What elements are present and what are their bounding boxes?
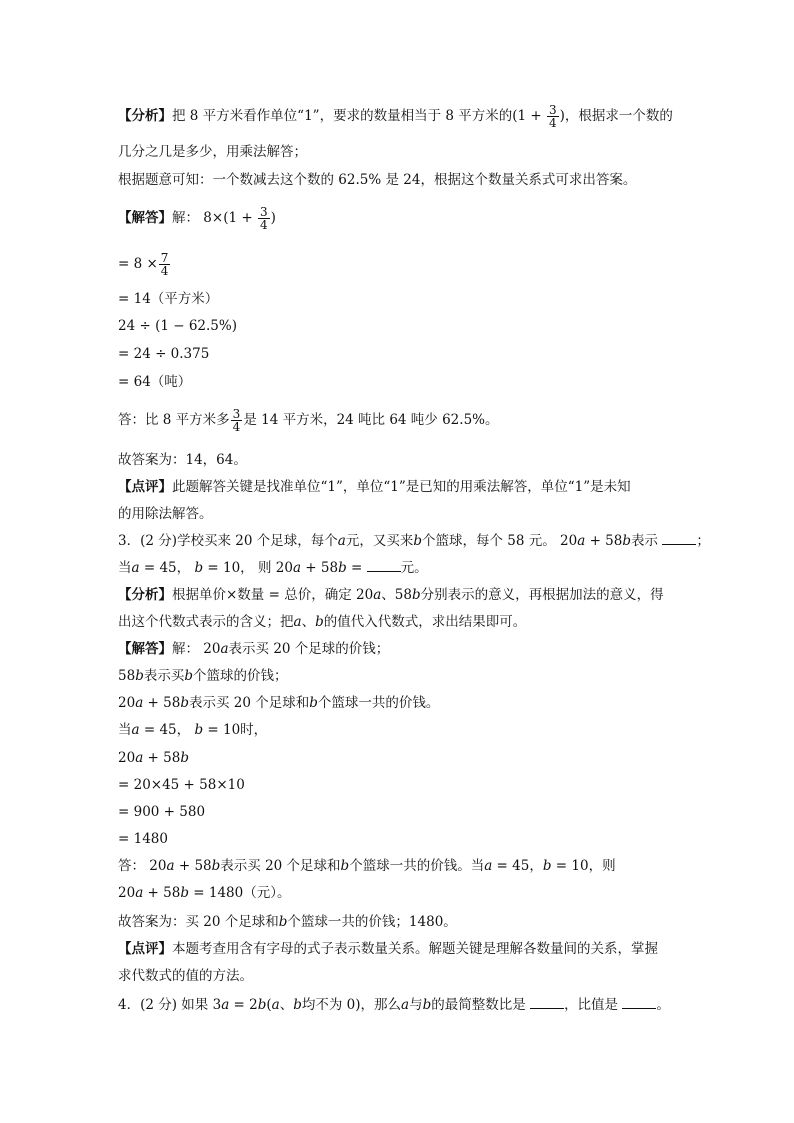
analysis-q3-line-2: 出这个代数式表示的含义；把a、b的值代入代数式，求出结果即可。: [118, 614, 527, 630]
analysis-line-1: 【分析】把 8 平方米看作单位“1”，要求的数量相当于 8 平方米的(1 + $\frac{3}{4}$ )，根据求一个数的: [118, 103, 673, 130]
answer-q3-line-2: 20a + 58b = 1480（元）。: [118, 885, 291, 901]
question-3-line-2: 当a = 45， b = 10， 则 20a + 58b = 元。: [118, 560, 428, 576]
solution-tag: 【解答】: [118, 641, 172, 657]
analysis-tag: 【分析】: [118, 108, 172, 124]
answer-blank[interactable]: [530, 996, 564, 1009]
comment-q3-line-2: 求代数式的值的方法。: [118, 968, 253, 984]
question-4-line: 4．(2 分) 如果 3a = 2b(a、b均不为 0)，那么a与b的最简整数比是 ，比值是 。: [118, 997, 670, 1013]
comment-line-2: 的用除法解答。: [118, 506, 213, 522]
final-answer-line: 故答案为：14，64。: [118, 452, 247, 468]
answer-line: 答：比 8 平方米多 $\frac{3}{4}$ 是 14 平方米，24 吨比 64 吨少 62.5%。: [118, 407, 499, 434]
solution-line-6: = 64（吨）: [118, 374, 192, 390]
solution-q3-line-2: 58b表示买b个篮球的价钱；: [118, 668, 288, 684]
comment-tag: 【点评】: [118, 479, 172, 495]
final-answer-q3-line: 故答案为：买 20 个足球和b个篮球一共的价钱；1480。: [118, 914, 457, 930]
solution-q3-line-1: 【解答】解： 20a表示买 20 个足球的价钱；: [118, 641, 390, 657]
analysis-line-2: 几分之几是多少，用乘法解答；: [118, 144, 307, 160]
solution-q3-line-6: = 20×45 + 58×10: [118, 777, 245, 793]
solution-line-1: 【解答】解： 8×(1 + $\frac{3}{4}$ ): [118, 205, 276, 232]
solution-q3-line-8: = 1480: [118, 831, 168, 847]
solution-line-5: = 24 ÷ 0.375: [118, 346, 210, 362]
solution-q3-line-7: = 900 + 580: [118, 804, 206, 820]
solution-line-4: 24 ÷ (1 − 62.5%): [118, 318, 237, 334]
answer-blank[interactable]: [367, 559, 401, 572]
analysis-q3-line-1: 【分析】根据单价×数量 = 总价，确定 20a、58b分别表示的意义，再根据加法的意义，得: [118, 587, 664, 603]
comment-tag: 【点评】: [118, 941, 172, 957]
solution-q3-line-4: 当a = 45， b = 10时，: [118, 722, 268, 738]
solution-q3-line-5: 20a + 58b: [118, 750, 189, 766]
solution-line-3: = 14（平方米）: [118, 291, 219, 307]
answer-q3-line-1: 答： 20a + 58b表示买 20 个足球和b个篮球一共的价钱。当a = 45，b = 10，则: [118, 858, 616, 874]
solution-line-2: = 8 × $\frac{7}{4}$: [118, 251, 169, 278]
answer-blank[interactable]: [622, 996, 656, 1009]
question-3-line-1: 3．(2 分)学校买来 20 个足球，每个a元，又买来b个篮球，每个 58 元。 20a + 58b表示 ；: [118, 533, 710, 549]
solution-tag: 【解答】: [118, 210, 172, 226]
comment-q3-line-1: 【点评】本题考查用含有字母的式子表示数量关系。解题关键是理解各数量间的关系，掌握: [118, 941, 658, 957]
fraction-3-4: $\frac{3}{4}$: [259, 205, 268, 232]
solution-q3-line-3: 20a + 58b表示买 20 个足球和b个篮球一共的价钱。: [118, 695, 440, 711]
analysis-tag: 【分析】: [118, 587, 172, 603]
answer-blank[interactable]: [662, 532, 696, 545]
comment-line-1: 【点评】此题解答关键是找准单位“1”，单位“1”是已知的用乘法解答，单位“1”是未知: [118, 479, 631, 495]
analysis-line-3: 根据题意可知：一个数减去这个数的 62.5% 是 24，根据这个数量关系式可求出答案。: [118, 172, 637, 188]
fraction-3-4: $\frac{3}{4}$: [549, 103, 557, 130]
fraction-3-4: $\frac{3}{4}$: [232, 407, 241, 434]
fraction-7-4: $\frac{7}{4}$: [160, 251, 169, 278]
